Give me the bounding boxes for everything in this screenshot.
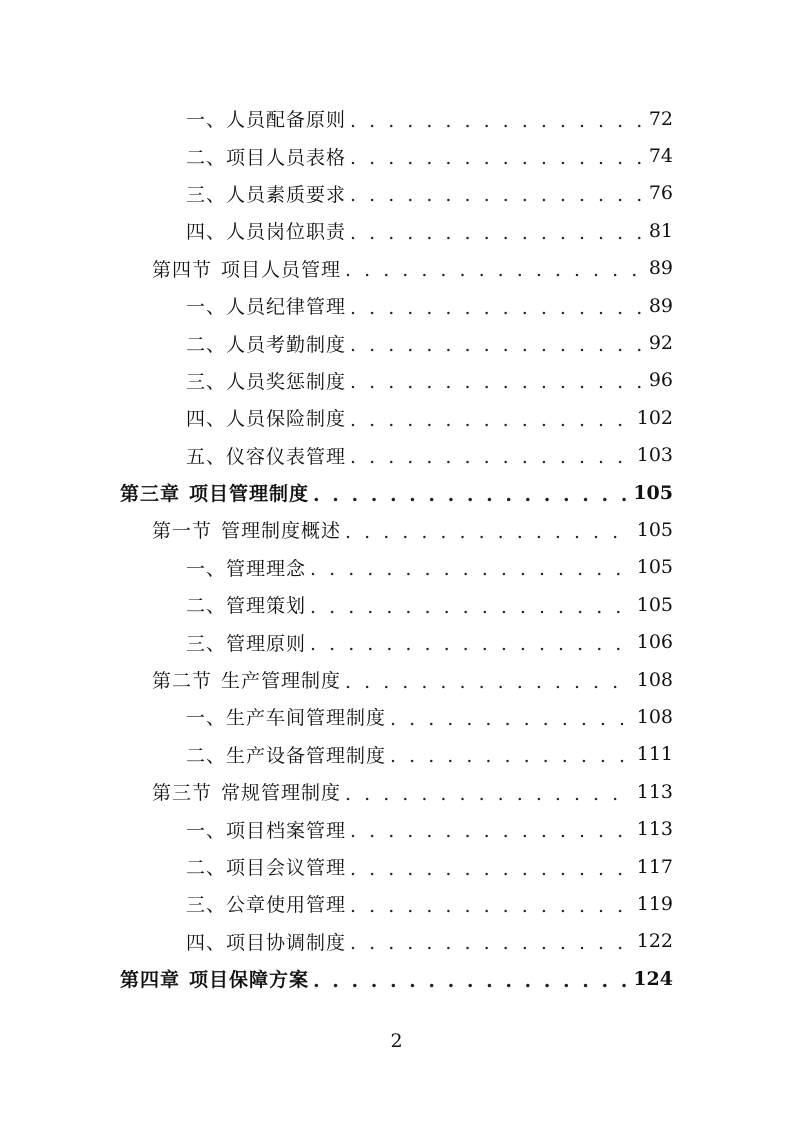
toc-entry-text: 项目保障方案 [189,969,310,992]
toc-section-entry[interactable] [0,511,793,548]
toc-page-number: 103 [636,444,673,467]
toc-entry-title [186,404,346,431]
toc-entry-title [186,703,386,730]
page-number: 2 [390,1030,403,1052]
toc-dot-leader [350,932,631,954]
toc-entry-text: 公章使用管理 [226,894,347,917]
table-of-contents [0,100,793,997]
toc-dot-leader [345,521,631,543]
toc-entry-text: 管理理念 [226,557,307,580]
toc-entry-text: 人员保险制度 [226,408,347,431]
toc-dot-leader [310,596,631,618]
toc-page-number: 72 [648,107,673,130]
toc-page-number: 108 [636,705,673,728]
toc-entry-number: 二、 [186,857,227,879]
toc-entry-title [152,666,341,693]
toc-page-number: 74 [648,145,673,168]
toc-entry-text: 人员奖惩制度 [226,370,347,393]
toc-entry-number: 一、 [186,557,227,580]
toc-entry-text: 管理原则 [226,632,307,655]
toc-dot-leader [350,297,643,319]
toc-subsection-entry[interactable] [0,848,793,885]
toc-subsection-entry[interactable] [0,885,793,922]
toc-entry-title [186,816,346,843]
toc-entry-title [186,629,306,656]
toc-entry-title [186,554,306,581]
toc-page-number: 111 [636,743,673,766]
toc-page-number: 122 [636,930,673,953]
toc-entry-text: 生产管理制度 [221,670,342,693]
toc-entry-text: 项目协调制度 [226,931,347,954]
toc-subsection-entry[interactable] [0,100,793,137]
toc-entry-number: 四、 [186,408,227,431]
toc-page-number: 105 [636,518,673,541]
toc-dot-leader [313,970,627,992]
toc-entry-text: 项目人员管理 [221,258,342,281]
toc-subsection-entry[interactable] [0,923,793,960]
toc-entry-title [186,367,346,394]
toc-entry-number: 二、 [186,744,227,767]
toc-entry-text: 项目档案管理 [226,819,347,842]
toc-entry-text: 常规管理制度 [221,782,342,805]
toc-entry-text: 管理策划 [226,595,307,618]
toc-entry-title [186,330,346,357]
toc-subsection-entry[interactable] [0,810,793,847]
toc-dot-leader [350,147,643,169]
toc-page-number: 117 [636,855,673,878]
toc-entry-title [186,741,386,768]
toc-subsection-entry[interactable] [0,212,793,249]
toc-entry-text: 项目管理制度 [189,483,310,506]
toc-entry-number: 四、 [186,221,227,244]
toc-entry-title [120,479,309,506]
toc-entry-title [186,143,346,170]
toc-dot-leader [350,409,631,431]
toc-section-entry[interactable] [0,661,793,698]
toc-subsection-entry[interactable] [0,175,793,212]
toc-entry-text: 人员配备原则 [226,109,347,132]
toc-entry-number: 三、 [186,183,227,206]
toc-entry-number: 五、 [186,445,227,468]
toc-subsection-entry[interactable] [0,362,793,399]
toc-subsection-entry[interactable] [0,623,793,660]
toc-dot-leader [350,446,631,468]
toc-section-entry[interactable] [0,773,793,810]
toc-dot-leader [310,558,631,580]
toc-entry-title [186,217,346,244]
toc-page-number: 105 [636,556,673,579]
toc-dot-leader [350,895,631,917]
toc-page-number: 108 [636,668,673,691]
toc-entry-title [186,928,346,955]
toc-dot-leader [345,671,631,693]
toc-entry-number: 第二节 [152,670,213,693]
toc-entry-text: 人员纪律管理 [226,296,347,319]
toc-dot-leader [313,484,627,506]
toc-page-number: 113 [636,818,673,841]
toc-page-number: 92 [648,332,673,355]
toc-entry-number: 四、 [186,931,227,954]
toc-page-number: 105 [636,593,673,616]
toc-chapter-entry[interactable] [0,960,793,997]
toc-subsection-entry[interactable] [0,137,793,174]
toc-chapter-entry[interactable] [0,474,793,511]
toc-dot-leader [390,708,631,730]
toc-entry-text: 人员岗位职责 [226,221,347,244]
toc-entry-text: 仪容仪表管理 [226,445,347,468]
toc-entry-text: 人员素质要求 [226,183,347,206]
toc-dot-leader [310,633,631,655]
toc-subsection-entry[interactable] [0,287,793,324]
toc-entry-title [186,890,346,917]
toc-page-number: 102 [636,406,673,429]
toc-entry-text: 生产设备管理制度 [226,744,387,767]
toc-entry-number: 第一节 [152,520,213,543]
toc-page-number: 106 [636,631,673,654]
toc-entry-title [152,516,341,543]
toc-entry-title [186,180,346,207]
toc-page-number: 81 [648,219,673,242]
toc-page-number: 113 [636,780,673,803]
toc-dot-leader [350,334,643,356]
toc-subsection-entry[interactable] [0,437,793,474]
toc-subsection-entry[interactable] [0,736,793,773]
toc-entry-title [186,105,346,132]
toc-subsection-entry[interactable] [0,549,793,586]
toc-entry-number: 一、 [186,819,227,842]
toc-page-number: 124 [633,967,673,990]
toc-entry-number: 二、 [186,146,227,169]
toc-entry-number: 三、 [186,894,227,917]
toc-entry-title [120,965,309,992]
toc-entry-title [152,255,341,282]
toc-entry-number: 三、 [186,632,227,655]
toc-entry-number: 一、 [186,109,227,132]
toc-entry-number: 第四章 [120,969,181,992]
toc-page-number: 119 [636,892,673,915]
toc-entry-title [186,591,306,618]
toc-dot-leader [345,259,643,281]
toc-entry-number: 二、 [186,333,227,356]
toc-subsection-entry[interactable] [0,324,793,361]
toc-entry-text: 生产车间管理制度 [226,707,387,730]
toc-entry-title [186,442,346,469]
toc-dot-leader [350,858,631,880]
toc-entry-text: 人员考勤制度 [226,333,347,356]
toc-entry-title [186,292,346,319]
toc-entry-text: 项目人员表格 [226,146,347,169]
toc-page-number: 96 [648,369,673,392]
toc-entry-number: 第三节 [152,782,213,805]
toc-page-number: 89 [648,257,673,280]
toc-entry-title [152,778,341,805]
toc-entry-number: 一、 [186,707,227,730]
toc-subsection-entry[interactable] [0,586,793,623]
toc-dot-leader [345,783,631,805]
toc-entry-number: 二、 [186,595,227,618]
toc-dot-leader [350,110,643,132]
toc-entry-number: 第三章 [120,483,181,506]
toc-entry-number: 一、 [186,296,227,319]
toc-subsection-entry[interactable] [0,399,793,436]
toc-entry-text: 项目会议管理 [226,857,347,879]
toc-page-number: 76 [648,182,673,205]
toc-dot-leader [350,184,643,206]
toc-entry-number: 第四节 [152,258,213,281]
toc-entry-text: 管理制度概述 [221,520,342,543]
toc-section-entry[interactable] [0,250,793,287]
toc-subsection-entry[interactable] [0,698,793,735]
toc-dot-leader [350,820,631,842]
toc-entry-title [186,853,346,880]
toc-page-number: 105 [633,481,673,504]
toc-dot-leader [350,371,643,393]
toc-dot-leader [350,222,643,244]
toc-entry-number: 三、 [186,370,227,393]
toc-dot-leader [390,745,631,767]
toc-page-number: 89 [648,294,673,317]
